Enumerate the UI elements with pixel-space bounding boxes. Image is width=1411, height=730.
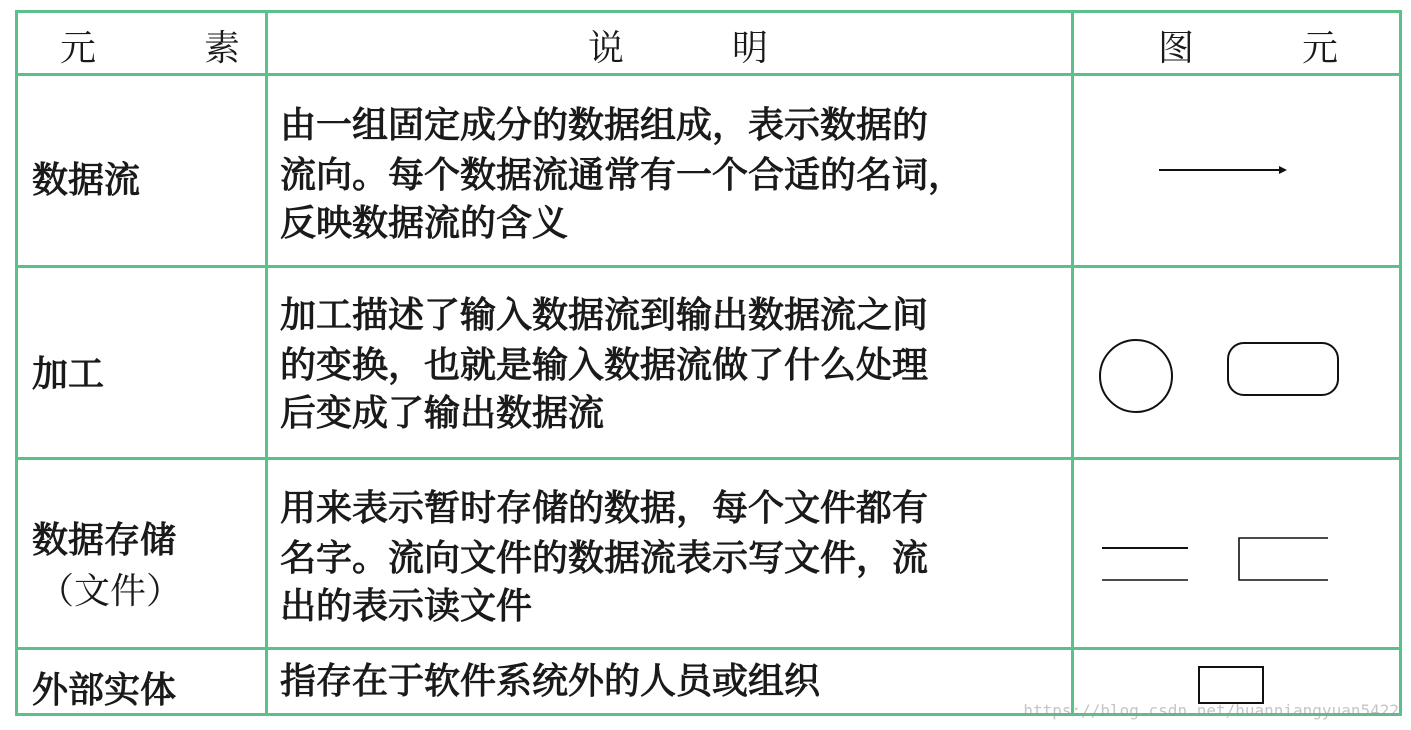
- description-line: 用来表示暂时存储的数据，每个文件都有: [280, 488, 929, 529]
- grid-line: [15, 647, 1402, 650]
- grid-line: [15, 265, 1402, 268]
- grid-line: [15, 10, 18, 716]
- grid-line: [1399, 10, 1402, 716]
- grid-line: [1071, 10, 1074, 716]
- element-data-store: 数据存储: [32, 520, 177, 561]
- grid-line: [15, 73, 1402, 76]
- element-process: 加工: [32, 354, 105, 395]
- grid-line: [15, 10, 1402, 13]
- description-line: 名字。流向文件的数据流表示写文件，流: [280, 538, 929, 579]
- open-rectangle-icon: [1232, 532, 1332, 588]
- circle-icon: [1095, 335, 1181, 421]
- header-glyph: 图 元: [1158, 28, 1339, 69]
- grid-line: [15, 457, 1402, 460]
- header-description: 说 明: [588, 28, 769, 69]
- description-line: 流向。每个数据流通常有一个合适的名词，: [280, 155, 965, 196]
- description-line: 指存在于软件系统外的人员或组织: [280, 661, 821, 702]
- description-line: 的变换，也就是输入数据流做了什么处理: [280, 345, 929, 386]
- description-line: 由一组固定成分的数据组成，表示数据的: [280, 105, 929, 146]
- description-line: 加工描述了输入数据流到输出数据流之间: [280, 295, 929, 336]
- element-data-store-note: （文件）: [38, 571, 183, 612]
- element-data-flow: 数据流: [32, 160, 141, 201]
- header-element: 元 素: [60, 28, 241, 69]
- description-line: 反映数据流的含义: [280, 203, 569, 244]
- grid-line: [265, 10, 268, 716]
- watermark: https://blog.csdn.net/huanniangyuan5422: [1023, 701, 1399, 720]
- description-line: 后变成了输出数据流: [280, 393, 605, 434]
- double-line-icon: [1098, 538, 1194, 590]
- arrow-icon: [1155, 160, 1295, 180]
- element-external-entity: 外部实体: [32, 670, 177, 711]
- description-line: 出的表示读文件: [280, 586, 533, 627]
- rounded-rectangle-icon: [1222, 338, 1344, 402]
